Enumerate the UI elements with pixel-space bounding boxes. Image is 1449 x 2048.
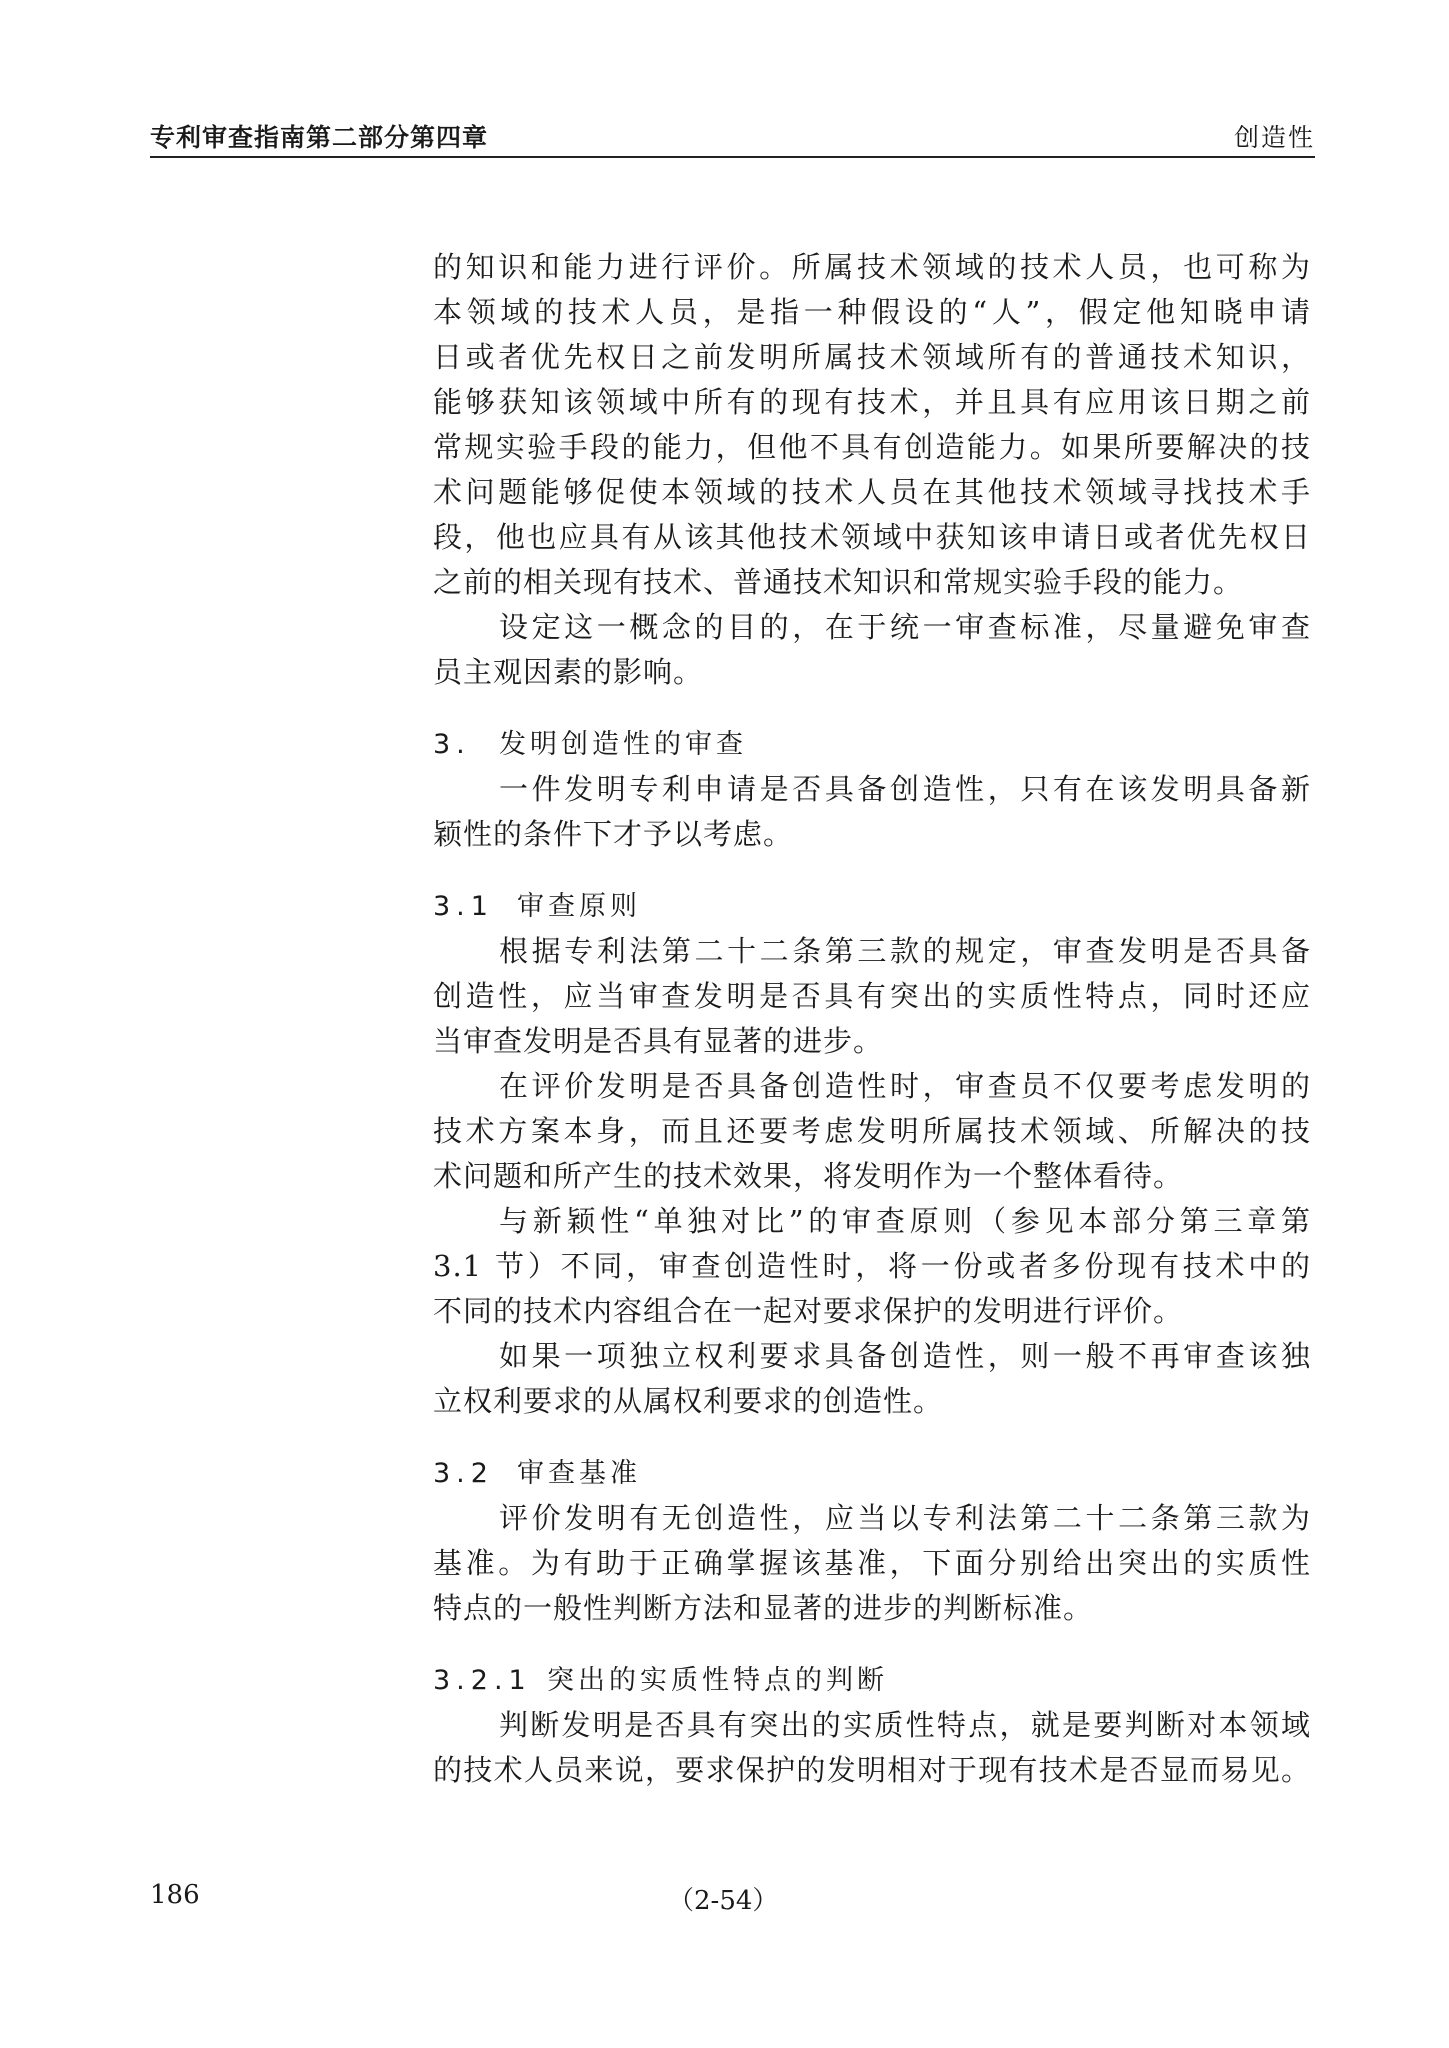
text-line: 常规实验手段的能力，但他不具有创造能力。如果所要解决的技 [433,430,1311,464]
paragraph-novelty-condition [433,767,1311,857]
paragraph-principle-4 [433,1334,1311,1424]
section-heading-3-2 [433,1451,1311,1496]
text-line: 能够获知该领域中所有的现有技术，并且具有应用该日期之前 [433,385,1311,419]
text-line: 当审查发明是否具有显著的进步。 [433,1024,884,1058]
text-line: 本领域的技术人员，是指一种假设的“人”，假定他知晓申请 [433,295,1311,329]
section-number: 3.1 [433,891,494,922]
text-line: 基准。为有助于正确掌握该基准，下面分别给出突出的实质性 [433,1546,1311,1580]
paragraph-principle-3 [433,1199,1311,1334]
section-title: 发明创造性的审查 [499,729,747,760]
text-line: 如果一项独立权利要求具备创造性，则一般不再审查该独 [499,1339,1311,1373]
section-title: 突出的实质性特点的判断 [547,1665,888,1696]
text-line: 判断发明是否具有突出的实质性特点，就是要判断对本领域 [499,1708,1311,1742]
paragraph-substantive-features [433,1703,1311,1793]
section-heading-3 [433,722,1311,767]
text-line: 在评价发明是否具备创造性时，审查员不仅要考虑发明的 [499,1069,1311,1103]
text-line: 的技术人员来说，要求保护的发明相对于现有技术是否显而易见。 [433,1753,1311,1787]
text-line: 术问题能够促使本领域的技术人员在其他技术领域寻找技术手 [433,475,1311,509]
page-footer [150,1880,1315,1920]
paragraph-principle-1 [433,929,1311,1064]
text-line: 评价发明有无创造性，应当以专利法第二十二条第三款为 [499,1501,1311,1535]
paragraph-criteria [433,1496,1311,1631]
text-line: 颖性的条件下才予以考虑。 [433,817,794,851]
section-title: 审查原则 [517,891,641,922]
text-line: 日或者优先权日之前发明所属技术领域所有的普通技术知识， [433,340,1311,374]
text-line: 特点的一般性判断方法和显著的进步的判断标准。 [433,1591,1094,1625]
text-line: 与新颖性“单独对比”的审查原则（参见本部分第三章第 [499,1204,1311,1238]
text-line: 的知识和能力进行评价。所属技术领域的技术人员，也可称为 [433,250,1311,284]
text-line: 不同的技术内容组合在一起对要求保护的发明进行评价。 [433,1294,1184,1328]
section-title: 审查基准 [517,1458,641,1489]
text-line: 立权利要求的从属权利要求的创造性。 [433,1384,944,1418]
section-number: 3.2.1 [433,1665,532,1696]
page-body [433,245,1311,1793]
header-rule [150,156,1315,158]
paragraph-principle-2 [433,1064,1311,1199]
text-line: 创造性，应当审查发明是否具有突出的实质性特点，同时还应 [433,979,1311,1013]
text-line: 员主观因素的影响。 [433,655,704,689]
section-heading-3-1 [433,884,1311,929]
text-line: 根据专利法第二十二条第三款的规定，审查发明是否具备 [499,934,1311,968]
paragraph-skilled-person [433,245,1311,605]
text-line: 设定这一概念的目的，在于统一审查标准，尽量避免审查 [499,610,1311,644]
text-line: 一件发明专利申请是否具备创造性，只有在该发明具备新 [499,772,1311,806]
section-heading-3-2-1 [433,1658,1311,1703]
text-line: 术问题和所产生的技术效果，将发明作为一个整体看待。 [433,1159,1184,1193]
paragraph-purpose [433,605,1311,695]
page-number: 186 [150,1880,200,1910]
section-number: 3. [433,729,471,760]
section-code: （2-54） [668,1886,779,1916]
header-topic: 创造性 [1233,123,1315,152]
section-number: 3.2 [433,1458,494,1489]
running-header [150,118,1315,158]
text-line: 技术方案本身，而且还要考虑发明所属技术领域、所解决的技 [433,1114,1311,1148]
header-chapter-title: 专利审查指南第二部分第四章 [150,123,489,152]
text-line: 段，他也应具有从该其他技术领域中获知该申请日或者优先权日 [433,520,1311,554]
text-line: 之前的相关现有技术、普通技术知识和常规实验手段的能力。 [433,565,1244,599]
text-line: 3.1 节）不同，审查创造性时，将一份或者多份现有技术中的 [433,1249,1311,1283]
